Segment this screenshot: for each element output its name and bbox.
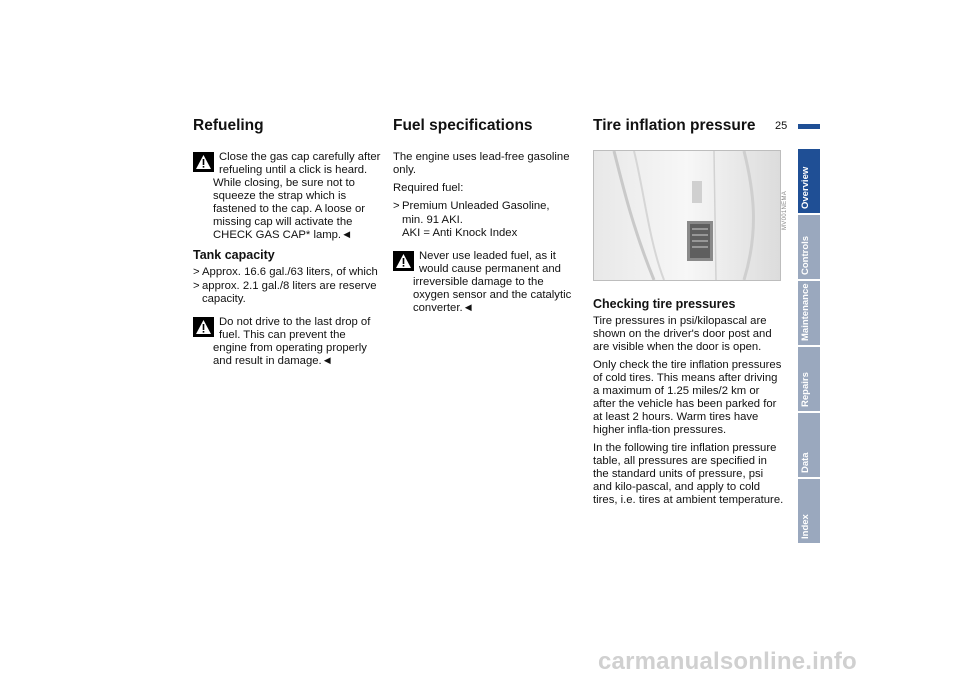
- warning-icon: [393, 251, 414, 271]
- door-post-photo: [593, 150, 781, 281]
- tire-pressure-column: [593, 116, 788, 151]
- side-accent-bar: [798, 124, 820, 129]
- tire-pressure-heading: Tire inflation pressure: [593, 117, 756, 134]
- tab-overview[interactable]: Overview: [798, 149, 820, 213]
- fuel-specifications-column: [393, 116, 581, 321]
- fuel-grade-detail: min. 91 AKI.: [402, 214, 463, 226]
- gas-cap-warning-text: Close the gas cap carefully after refueling until a click is heard. While closing, be sure not to squeeze the strap which is fastened to the cap. A loose or missing cap will activate the CHECK GAS CAP* lamp.◄: [213, 151, 381, 241]
- refueling-heading: Refueling: [193, 117, 264, 134]
- watermark: carmanualsonline.info: [598, 648, 857, 675]
- list-item: > approx. 2.1 gal./8 liters are reserve capacity.: [193, 280, 377, 305]
- tire-pressure-paragraph-3: In the following tire inflation pressure table, all pressures are specified in the standard units of pressure, psi and kilo-pascal, and apply to cold tires, i.e. tires at ambient temperature.: [593, 442, 784, 506]
- checking-tire-pressures-section: [593, 295, 785, 512]
- aki-definition: AKI = Anti Knock Index: [402, 227, 518, 239]
- tab-repairs[interactable]: Repairs: [798, 347, 820, 411]
- page-number: 25: [775, 120, 788, 132]
- required-fuel-label: Required fuel:: [393, 182, 464, 194]
- warning-icon: [193, 317, 214, 337]
- gas-cap-warning: [193, 151, 381, 242]
- leaded-fuel-warning: [393, 250, 581, 315]
- tab-controls[interactable]: Controls: [798, 215, 820, 279]
- leaded-fuel-warning-text: Never use leaded fuel, as it would cause permanent and irreversible damage to the oxygen sensor and the catalytic converter.◄: [413, 250, 572, 314]
- tire-pressure-paragraph-2: Only check the tire inflation pressures of cold tires. This means after driving a maximum of 1.25 miles/2 km or after the vehicle has been parked for at least 2 hours. Warm tires have higher infla-tion pressures.: [593, 359, 782, 436]
- list-item: > Premium Unleaded Gasoline,: [393, 200, 550, 212]
- tab-maintenance[interactable]: Maintenance: [798, 281, 820, 345]
- refueling-column: [193, 116, 381, 374]
- fuel-warning-text: Do not drive to the last drop of fuel. This can prevent the engine from operating properly and result in damage.◄: [213, 316, 371, 367]
- warning-icon: [193, 152, 214, 172]
- tab-index[interactable]: Index: [798, 479, 820, 543]
- lead-free-text: The engine uses lead-free gasoline only.: [393, 151, 570, 176]
- side-tabs: [798, 149, 820, 545]
- list-item: > Approx. 16.6 gal./63 liters, of which: [193, 266, 378, 278]
- photo-code: MV001NEMA: [782, 190, 788, 230]
- fuel-warning: [193, 316, 381, 368]
- tab-data[interactable]: Data: [798, 413, 820, 477]
- tire-pressure-paragraph-1: Tire pressures in psi/kilopascal are shown on the driver's door post and are visible when the door is open.: [593, 315, 772, 353]
- checking-tire-pressures-heading: Checking tire pressures: [593, 297, 736, 311]
- tank-capacity-heading: Tank capacity: [193, 248, 275, 262]
- fuel-specifications-heading: Fuel specifications: [393, 117, 533, 134]
